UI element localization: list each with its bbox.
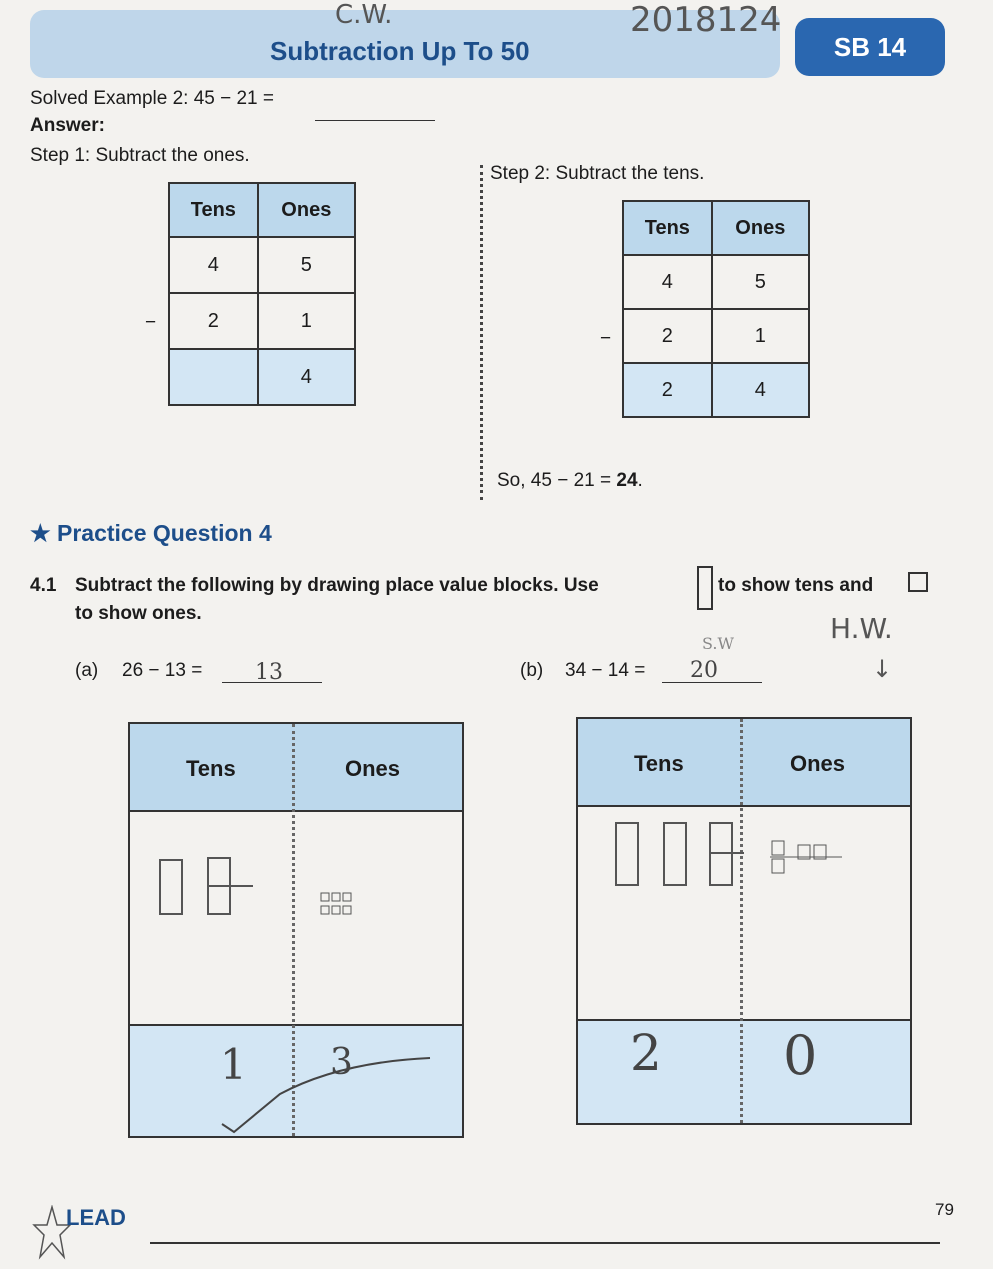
ones-header: Ones [790,751,846,776]
cell [169,349,258,405]
question-text-1: Subtract the following by drawing place value blocks. Use [75,575,599,596]
tens-header: Tens [169,183,258,237]
part-a-answer[interactable]: 13 [255,660,283,685]
column-divider [740,719,743,1123]
result-text: So, 45 − 21 = [497,470,617,491]
cell: 4 [712,363,809,417]
part-b-answer[interactable]: 20 [690,658,718,683]
ones-header: Ones [258,183,355,237]
date-note: 2018124 [630,0,782,40]
tens-rod-icon [697,566,713,610]
step2-table [622,200,810,418]
hw-arrow-icon: ↓ [872,655,893,683]
question-text-2: to show tens and [718,575,874,596]
result-tens: 2 [630,1024,662,1082]
step1-text: Step 1: Subtract the ones. [30,145,250,166]
tens-header: Tens [623,201,712,255]
example-heading: Solved Example 2: 45 − 21 = [30,88,274,109]
ones-cubes-drawing [320,892,360,922]
step-divider [480,165,483,500]
practice-title: ★ Practice Question 4 [30,520,272,546]
result-end: . [637,470,643,491]
example-answer-line [315,120,435,121]
sb-badge: SB 14 [795,18,945,76]
cell: 5 [712,255,809,309]
table-header-row [578,719,910,807]
tens-rods-drawing [614,819,754,891]
hw-note: H.W. [830,612,893,645]
cell: 2 [623,309,712,363]
minus-sign: − [145,312,157,333]
step1-table [168,182,356,406]
part-a-table [128,722,464,1138]
part-a-expression: 26 − 13 = [122,660,203,681]
ones-cube-icon [908,572,928,592]
ones-header: Ones [712,201,809,255]
cell: 5 [258,237,355,293]
footer-rule [150,1242,940,1244]
cw-note: C.W. [335,0,393,30]
minus-sign: − [600,328,612,349]
part-b-label: (b) [520,660,544,681]
cell: 1 [712,309,809,363]
tens-header: Tens [634,751,684,776]
step2-text: Step 2: Subtract the tens. [490,163,705,184]
cell: 4 [169,237,258,293]
tens-header: Tens [186,756,236,781]
result-value: 24 [616,470,638,491]
cell: 1 [258,293,355,349]
check-mark-icon [220,1054,440,1134]
part-b-table [576,717,912,1125]
part-b-note: S.W [702,634,734,653]
cell: 2 [623,363,712,417]
cell: 4 [623,255,712,309]
part-b-expression: 34 − 14 = [565,660,646,681]
answer-label: Answer: [30,115,105,136]
table-result-row[interactable] [578,1019,910,1123]
ones-cubes-drawing [770,837,850,887]
example-result [497,470,643,492]
page-number: 79 [935,1200,954,1219]
cell: 2 [169,293,258,349]
page-title: Subtraction Up To 50 [270,36,530,66]
question-number: 4.1 [30,575,57,596]
ones-header: Ones [345,756,401,781]
tens-rods-drawing [158,854,268,924]
result-ones: 0 [783,1024,818,1087]
result-ones: 3 [330,1042,353,1083]
part-a-label: (a) [75,660,99,681]
cell: 4 [258,349,355,405]
result-tens: 1 [220,1040,247,1089]
brand-logo: LEAD [66,1205,126,1230]
question-text-3: to show ones. [75,603,202,624]
table-header-row [130,724,462,812]
